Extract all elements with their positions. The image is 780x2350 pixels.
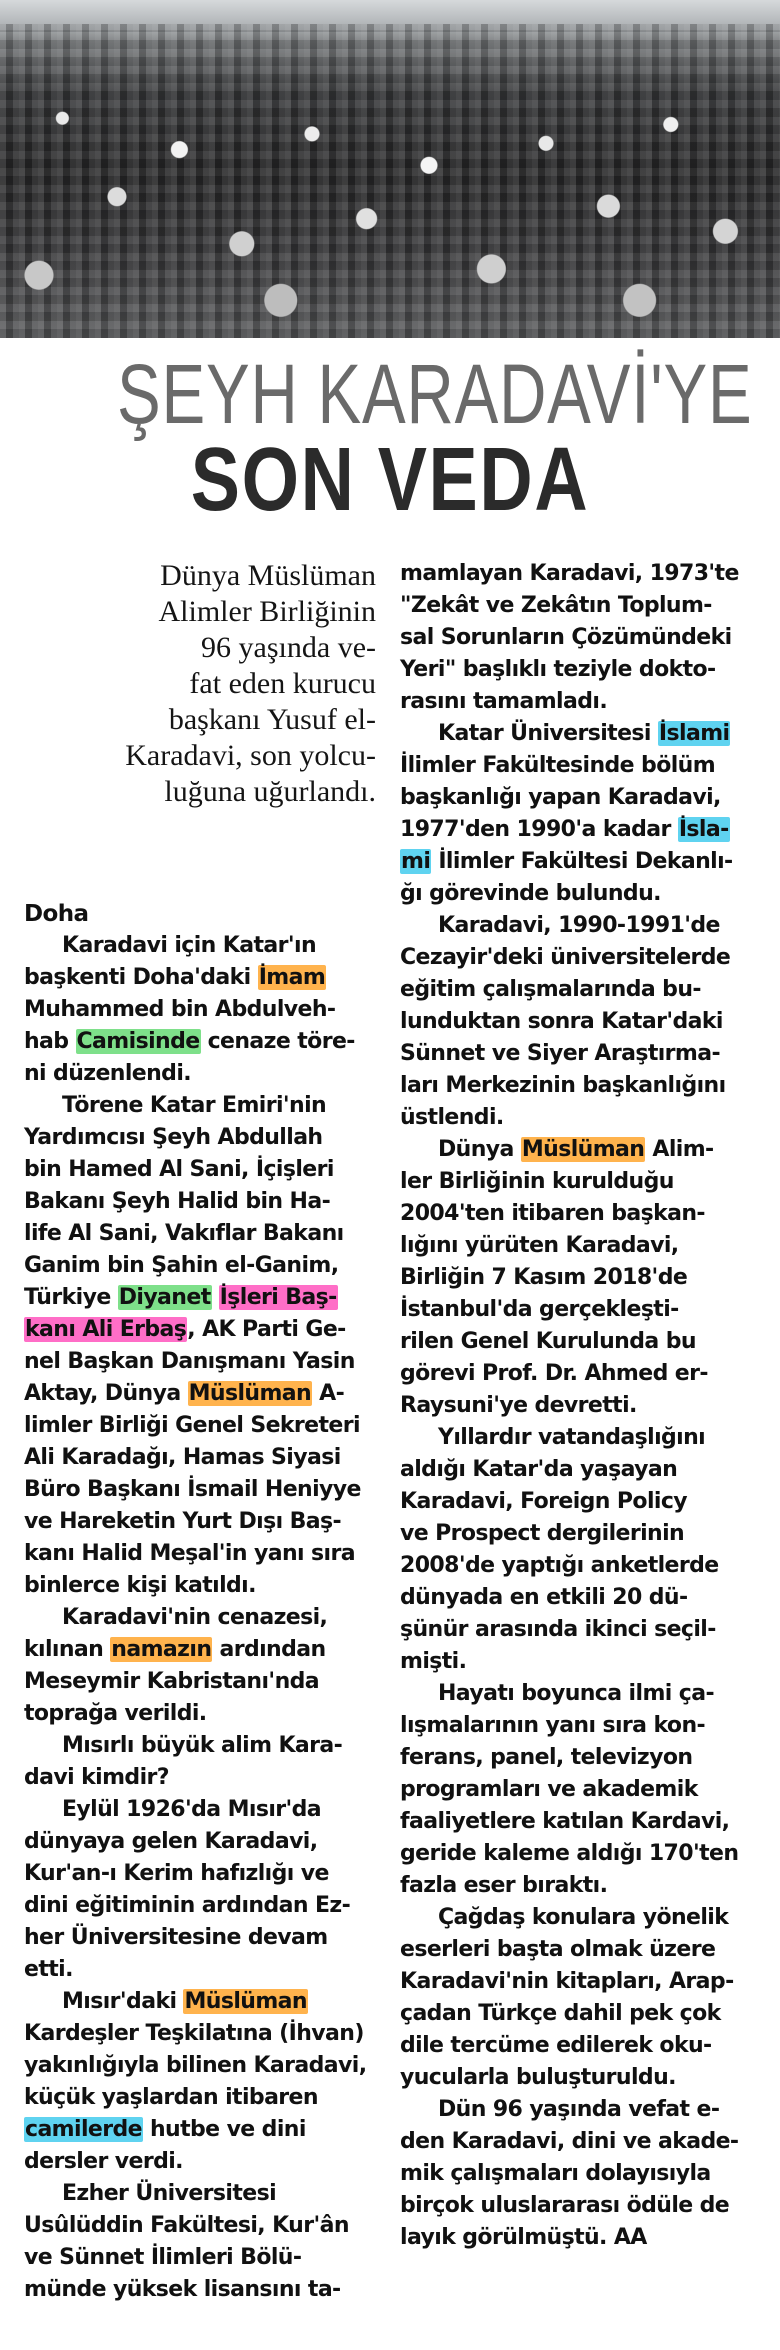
article-line: Raysuni'ye devretti. xyxy=(400,1393,637,1418)
article-line: bin Hamed Al Sani, İçişleri xyxy=(24,1157,334,1182)
article-line: çadan Türkçe dahil pek çok xyxy=(400,2001,721,2026)
article-line: Ali Karadağı, Hamas Siyasi xyxy=(24,1445,341,1470)
article-line: Karadavi'nin cenazesi, xyxy=(62,1605,328,1630)
article-line: toprağa verildi. xyxy=(24,1701,207,1726)
article-line: Eylül 1926'da Mısır'da xyxy=(62,1797,322,1822)
article-line: Birliğin 7 Kasım 2018'de xyxy=(400,1265,688,1290)
article-line: mamlayan Karadavi, 1973'te xyxy=(400,561,739,586)
highlighted-term: namazın xyxy=(111,1637,212,1662)
article-line: Mısırlı büyük alim Kara- xyxy=(62,1733,343,1758)
lead-line: Dünya Müslüman xyxy=(160,559,376,592)
article-line: etti. xyxy=(24,1957,73,1982)
article-line: rasını tamamladı. xyxy=(400,689,608,714)
lead-line: başkanı Yusuf el- xyxy=(168,703,376,736)
headline xyxy=(0,338,780,530)
article-column-left xyxy=(24,898,376,2306)
article-line: ler Birliğinin kurulduğu xyxy=(400,1169,674,1194)
article-line: Karadavi için Katar'ın xyxy=(62,933,317,958)
lead-line: luğuna uğurlandı. xyxy=(164,775,376,808)
article-line: dile tercüme edilerek oku- xyxy=(400,2033,712,2058)
article-line: geride kaleme aldığı 170'ten xyxy=(400,1841,739,1866)
article-line: Aktay, Dünya Müslüman A- xyxy=(24,1381,345,1406)
article-line: münde yüksek lisansını ta- xyxy=(24,2277,341,2302)
article-line: life Al Sani, Vakıflar Bakanı xyxy=(24,1221,344,1246)
article-line: Karadavi, 1990-1991'de xyxy=(438,913,720,938)
article-line: dünyaya gelen Karadavi, xyxy=(24,1829,318,1854)
article-line: eserleri başta olmak üzere xyxy=(400,1937,716,1962)
article-line: mişti. xyxy=(400,1649,467,1674)
article-line: ğı görevinde bulundu. xyxy=(400,881,661,906)
article-line: Hayatı boyunca ilmi ça- xyxy=(438,1681,714,1706)
article-line: şünür arasında ikinci seçil- xyxy=(400,1617,716,1642)
article-line: Katar Üniversitesi İslami xyxy=(438,721,730,746)
article-line: üstlendi. xyxy=(400,1105,504,1130)
article-line: Ezher Üniversitesi xyxy=(62,2181,277,2206)
highlighted-term: Camisinde xyxy=(76,1029,200,1054)
article-line: İstanbul'da gerçekleşti- xyxy=(400,1297,679,1322)
article-line: eğitim çalışmalarında bu- xyxy=(400,977,701,1002)
article-line: başkanlığı yapan Karadavi, xyxy=(400,785,721,810)
article-line: davi kimdir? xyxy=(24,1765,169,1790)
article-line: rilen Genel Kurulunda bu xyxy=(400,1329,696,1354)
article-line: binlerce kişi katıldı. xyxy=(24,1573,256,1598)
article-line: Kardeşler Teşkilatına (İhvan) xyxy=(24,2021,364,2046)
article-line: Meseymir Kabristanı'nda xyxy=(24,1669,320,1694)
article-line: Usûlüddin Fakültesi, Kur'ân xyxy=(24,2213,349,2238)
article-line: kılınan namazın ardından xyxy=(24,1637,326,1662)
highlighted-term: camilerde xyxy=(25,2117,142,2142)
article-line: Çağdaş konulara yönelik xyxy=(438,1905,729,1930)
highlighted-term: Müslüman xyxy=(184,1989,307,2014)
highlighted-term: İşleri Baş- xyxy=(219,1285,337,1310)
article-line: Dün 96 yaşında vefat e- xyxy=(438,2097,720,2122)
article-line: programları ve akademik xyxy=(400,1777,698,1802)
highlighted-term: İsla- xyxy=(678,817,729,842)
article-line: hab Camisinde cenaze töre- xyxy=(24,1029,355,1054)
article-line: İlimler Fakültesinde bölüm xyxy=(400,753,716,778)
article-line: Törene Katar Emiri'nin xyxy=(62,1093,327,1118)
article-line: Ganim bin Şahin el-Ganim, xyxy=(24,1253,339,1278)
article-line: lunduktan sonra Katar'daki xyxy=(400,1009,723,1034)
article-line: Kur'an-ı Kerim hafızlığı ve xyxy=(24,1861,329,1886)
lead-line: fat eden kurucu xyxy=(189,667,376,700)
lead-line: Karadavi, son yolcu- xyxy=(125,739,376,772)
funeral-crowd-photo xyxy=(0,0,780,338)
article-line: ve Hareketin Yurt Dışı Baş- xyxy=(24,1509,342,1534)
article-line: Muhammed bin Abdulveh- xyxy=(24,997,336,1022)
article-column-right xyxy=(400,558,762,2254)
article-line: camilerde hutbe ve dini xyxy=(25,2117,306,2142)
article-line: Dünya Müslüman Alim- xyxy=(438,1137,714,1162)
photo-crowd xyxy=(0,24,780,338)
highlighted-term: İslami xyxy=(658,721,730,746)
article-line: Yıllardır vatandaşlığını xyxy=(438,1425,706,1450)
article-line: başkenti Doha'daki İmam xyxy=(24,965,326,990)
article-line: layık görülmüştü. AA xyxy=(400,2225,647,2250)
article-line: dersler verdi. xyxy=(24,2149,183,2174)
highlighted-term: kanı Ali Erbaş xyxy=(25,1317,187,1342)
headline-line-2: SON VEDA xyxy=(190,430,590,530)
article-line: "Zekât ve Zekâtın Toplum- xyxy=(400,593,712,618)
article-line: mi İlimler Fakültesi Dekanlı- xyxy=(401,849,733,874)
highlighted-term: İmam xyxy=(258,965,326,990)
article-line: limler Birliği Genel Sekreteri xyxy=(24,1413,360,1438)
article-line: den Karadavi, dini ve akade- xyxy=(400,2129,739,2154)
lead-paragraph xyxy=(10,558,376,810)
article-line: görevi Prof. Dr. Ahmed er- xyxy=(400,1361,708,1386)
article-line: yucularla buluşturuldu. xyxy=(400,2065,676,2090)
headline-line-1: ŞEYH KARADAVİ'YE xyxy=(117,347,753,441)
dateline: Doha xyxy=(24,901,89,927)
article-line: 2004'ten itibaren başkan- xyxy=(400,1201,705,1226)
lead-line: Alimler Birliğinin xyxy=(158,595,376,628)
article-line: kanı Halid Meşal'in yanı sıra xyxy=(24,1541,355,1566)
article-line: lışmalarının yanı sıra kon- xyxy=(400,1713,706,1738)
article-line: Bakanı Şeyh Halid bin Ha- xyxy=(24,1189,331,1214)
article-line: Cezayir'deki üniversitelerde xyxy=(400,945,731,970)
article-line: Yardımcısı Şeyh Abdullah xyxy=(24,1125,323,1150)
article-line: 2008'de yaptığı anketlerde xyxy=(400,1553,719,1578)
article-line: Büro Başkanı İsmail Heniyye xyxy=(24,1477,361,1502)
article-line: dini eğitiminin ardından Ez- xyxy=(24,1893,351,1918)
article-line: her Üniversitesine devam xyxy=(24,1925,328,1950)
article-line: faaliyetlere katılan Kardavi, xyxy=(400,1809,730,1834)
article-line: fazla eser bıraktı. xyxy=(400,1873,608,1898)
lead-line: 96 yaşında ve- xyxy=(201,631,376,664)
article-line: dünyada en etkili 20 dü- xyxy=(400,1585,688,1610)
article-line: 1977'den 1990'a kadar İsla- xyxy=(400,817,729,842)
article-line: ları Merkezinin başkanlığını xyxy=(400,1073,726,1098)
article-line: ni düzenlendi. xyxy=(24,1061,192,1086)
highlighted-term: mi xyxy=(401,849,431,874)
article-line: Sünnet ve Siyer Araştırma- xyxy=(400,1041,721,1066)
highlighted-term: Diyanet xyxy=(118,1285,211,1310)
article-line: ve Prospect dergilerinin xyxy=(400,1521,685,1546)
highlighted-term: Müslüman xyxy=(188,1381,312,1406)
article-line: yakınlığıyla bilinen Karadavi, xyxy=(24,2053,367,2078)
article-line: küçük yaşlardan itibaren xyxy=(24,2085,318,2110)
highlighted-term: Müslüman xyxy=(521,1137,645,1162)
article-line: sal Sorunların Çözümündeki xyxy=(400,625,732,650)
article-line: ferans, panel, televizyon xyxy=(400,1745,693,1770)
article-line: Karadavi, Foreign Policy xyxy=(400,1489,688,1514)
article-line: kanı Ali Erbaş, AK Parti Ge- xyxy=(25,1317,346,1342)
article-line: Yeri" başlıklı teziyle dokto- xyxy=(400,657,716,682)
article-line: mik çalışmaları dolayısıyla xyxy=(400,2161,711,2186)
article-line: aldığı Katar'da yaşayan xyxy=(400,1457,678,1482)
article-line: Karadavi'nin kitapları, Arap- xyxy=(400,1969,734,1994)
article-line: birçok uluslararası ödüle de xyxy=(400,2193,730,2218)
article-line: Türkiye Diyanet İşleri Baş- xyxy=(24,1285,337,1310)
article-line: nel Başkan Danışmanı Yasin xyxy=(24,1349,355,1374)
article-line: lığını yürüten Karadavi, xyxy=(400,1233,679,1258)
article-line: Mısır'daki Müslüman xyxy=(62,1989,307,2014)
article-line: ve Sünnet İlimleri Bölü- xyxy=(24,2245,302,2270)
